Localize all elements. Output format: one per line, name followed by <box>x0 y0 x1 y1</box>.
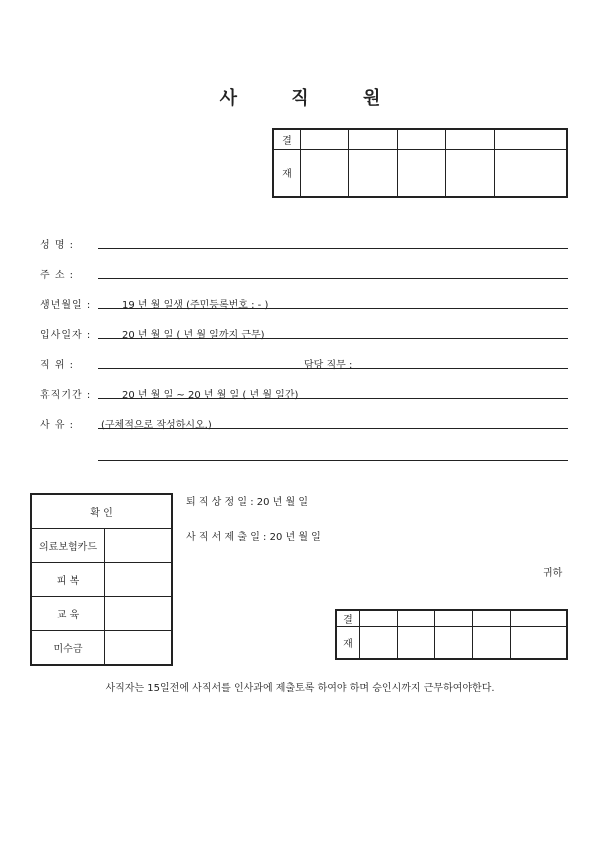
approval-cell[interactable] <box>360 610 398 627</box>
approval-sign-cell[interactable] <box>397 627 435 659</box>
approval-sign-cell[interactable] <box>446 149 494 197</box>
approval-cell[interactable] <box>494 129 567 149</box>
reason-field-line2[interactable] <box>98 448 568 461</box>
hire-date-label: 입사일자 : <box>40 330 92 341</box>
approval-box-top <box>272 128 568 198</box>
approval-label-jae: 재 <box>336 627 360 659</box>
approval-label-gyeol: 결 <box>336 610 360 627</box>
approval-cell[interactable] <box>446 129 494 149</box>
approval-cell[interactable] <box>397 610 435 627</box>
check-row-label: 교 육 <box>31 597 105 631</box>
approval-sign-cell[interactable] <box>397 149 445 197</box>
approval-cell[interactable] <box>473 610 511 627</box>
check-cell[interactable] <box>105 631 173 666</box>
check-cell[interactable] <box>105 563 173 597</box>
retire-date: 퇴 직 상 정 일 : 20 년 월 일 <box>186 497 308 508</box>
check-cell[interactable] <box>105 597 173 631</box>
name-label: 성 명 : <box>40 240 75 251</box>
approval-sign-cell[interactable] <box>360 627 398 659</box>
approval-sign-cell[interactable] <box>349 149 397 197</box>
approval-label-gyeol: 결 <box>273 129 301 149</box>
approval-sign-cell[interactable] <box>494 149 567 197</box>
check-cell[interactable] <box>105 529 173 563</box>
approval-cell[interactable] <box>301 129 349 149</box>
check-table <box>30 493 173 666</box>
check-row-label: 피 복 <box>31 563 105 597</box>
approval-label-jae: 재 <box>273 149 301 197</box>
approval-sign-cell[interactable] <box>473 627 511 659</box>
approval-sign-cell[interactable] <box>435 627 473 659</box>
addressee: 귀하 <box>543 568 563 579</box>
approval-cell[interactable] <box>510 610 567 627</box>
reason-label: 사 유 : <box>40 420 75 431</box>
approval-cell[interactable] <box>349 129 397 149</box>
position-label: 직 위 : <box>40 360 75 371</box>
hire-date-text: 20 년 월 일 ( 년 월 일까지 근무) <box>122 330 265 341</box>
approval-sign-cell[interactable] <box>510 627 567 659</box>
footer-note: 사직자는 15일전에 사직서를 인사과에 제출토록 하여야 하며 승인시까지 근무하여야한다. <box>105 683 495 694</box>
leave-period-label: 휴직기간 : <box>40 390 92 401</box>
duty-label: 담당 직무 : <box>304 360 353 371</box>
check-row-label: 미수금 <box>31 631 105 666</box>
check-header: 확 인 <box>31 494 172 529</box>
page-title: 사 직 원 <box>219 88 405 109</box>
approval-sign-cell[interactable] <box>301 149 349 197</box>
birth-label: 생년월일 : <box>40 300 92 311</box>
submit-date: 사 직 서 제 출 일 : 20 년 월 일 <box>186 532 321 543</box>
check-row-label: 의료보험카드 <box>31 529 105 563</box>
name-field[interactable] <box>98 236 568 249</box>
address-field[interactable] <box>98 266 568 279</box>
leave-period-text: 20 년 월 일 ~ 20 년 월 일 ( 년 월 일간) <box>122 390 299 401</box>
approval-box-bottom <box>335 609 568 660</box>
approval-cell[interactable] <box>435 610 473 627</box>
approval-cell[interactable] <box>397 129 445 149</box>
birth-text: 19 년 월 일생 (주민등록번호 : - ) <box>122 300 269 311</box>
address-label: 주 소 : <box>40 270 75 281</box>
reason-hint: (구체적으로 작성하시오.) <box>101 420 212 431</box>
